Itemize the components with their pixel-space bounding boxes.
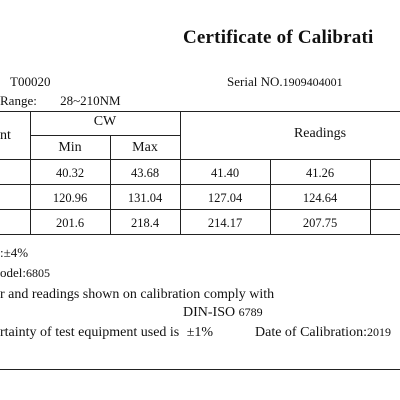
range-label: Range: [0, 93, 37, 108]
table-bottom-rule [0, 234, 400, 235]
model-value: 6805 [26, 266, 50, 280]
calibration-date [255, 325, 391, 341]
row2-max: 131.04 [127, 191, 163, 205]
range-value: 28~210NM [60, 93, 121, 108]
row2-reading1: 127.04 [207, 191, 243, 205]
standard-name: DIN-ISO [183, 305, 236, 320]
uncertainty-value: ±1% [186, 325, 214, 340]
serial-label: Serial NO. [227, 74, 283, 89]
row3-max: 218.4 [130, 216, 160, 230]
date-label: Date of Calibration: [255, 325, 367, 340]
compliance-line: r and readings shown on calibration comply with [0, 287, 275, 302]
row3-reading1: 214.17 [207, 216, 243, 230]
row2-min: 120.96 [52, 191, 88, 205]
date-value: 2019 [366, 325, 391, 339]
model-code [10, 74, 50, 90]
bottom-rule [0, 369, 400, 370]
table-top-rule [0, 111, 400, 112]
model-label: odel: [0, 265, 26, 280]
certificate-title: Certificate of Calibrati [183, 27, 374, 48]
row1-min: 40.32 [55, 166, 85, 180]
row3-reading2: 207.75 [302, 216, 338, 230]
serial-number [227, 74, 343, 90]
uncertainty-text: rtainty of test equipment used is [0, 325, 180, 340]
row3-min: 201.6 [55, 216, 85, 230]
first-col-header: nt [0, 128, 11, 143]
model-line [0, 265, 50, 281]
row2-rule [0, 209, 400, 210]
header-bottom-rule [0, 159, 400, 160]
row2-reading2: 124.64 [302, 191, 338, 205]
readings-header: Readings [293, 126, 347, 141]
cw-sub-rule [30, 135, 180, 136]
standard-line [183, 305, 263, 321]
col-rule-5 [370, 159, 371, 234]
min-header: Min [58, 140, 82, 155]
uncertainty-line [0, 325, 213, 341]
row1-max: 43.68 [130, 166, 160, 180]
max-header: Max [132, 140, 158, 155]
cw-header: CW [93, 114, 117, 129]
serial-value: 1909404001 [282, 75, 343, 89]
range-line [0, 93, 121, 109]
row1-rule [0, 184, 400, 185]
standard-number: 6789 [238, 305, 263, 319]
row1-reading1: 41.40 [210, 166, 240, 180]
accuracy-line: :±4% [0, 245, 29, 260]
row1-reading2: 41.26 [305, 166, 335, 180]
model-code-value: T00020 [10, 74, 51, 89]
